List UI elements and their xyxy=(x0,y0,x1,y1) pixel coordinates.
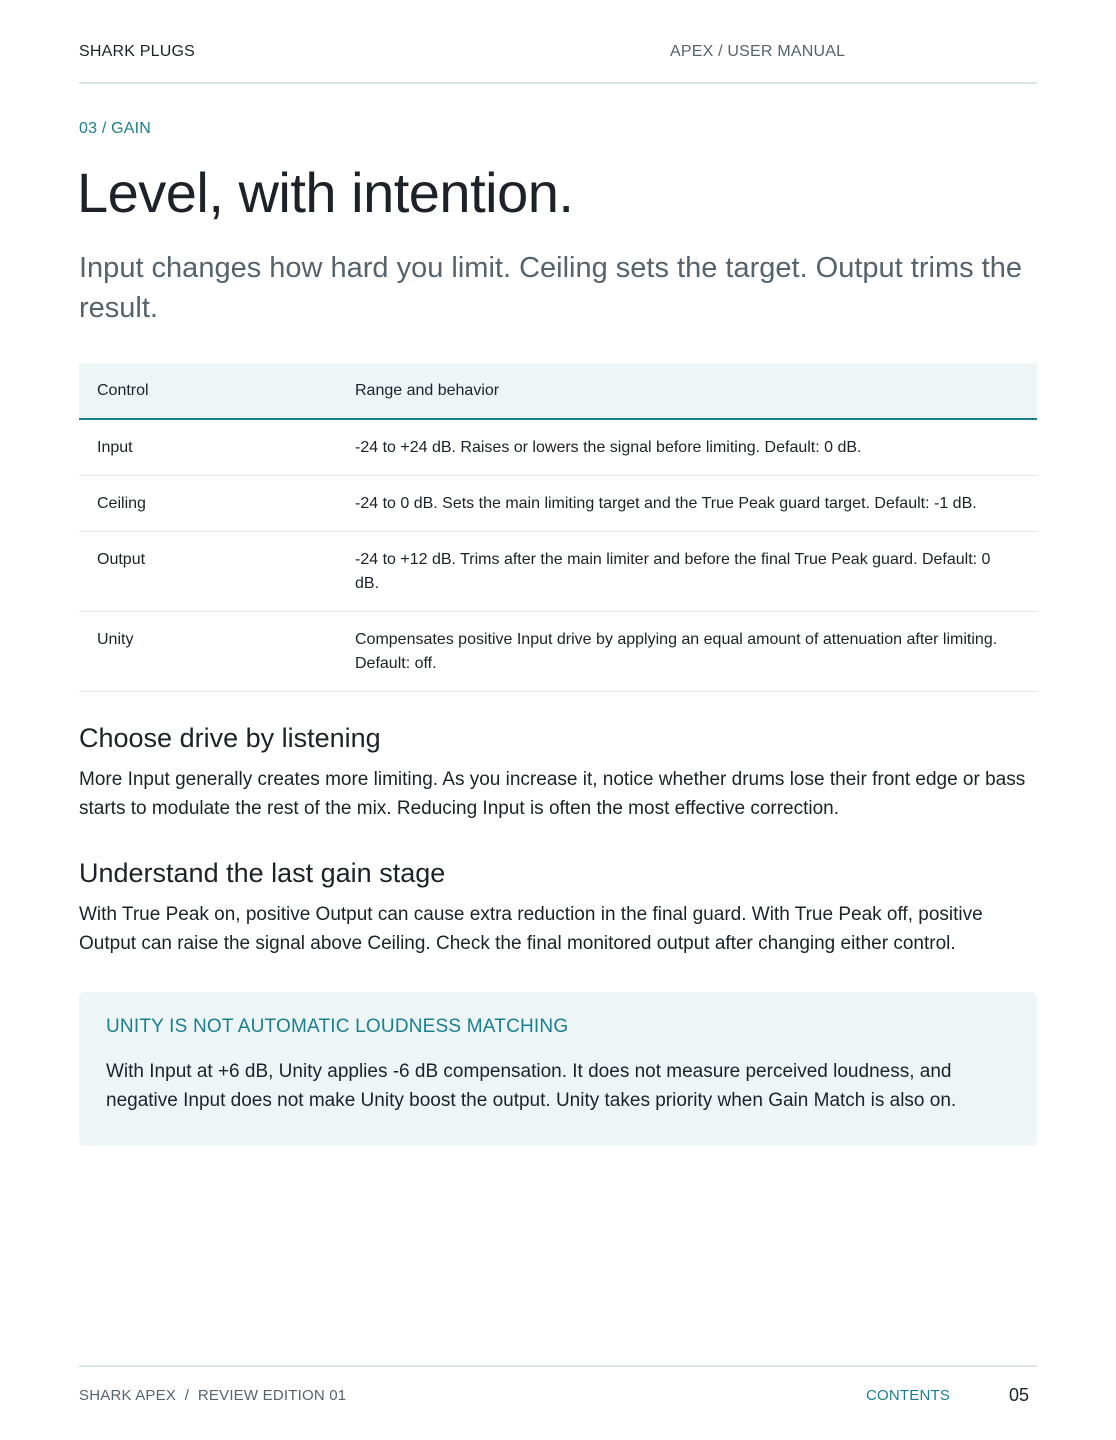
section-heading-drive: Choose drive by listening xyxy=(79,723,381,753)
contents-link[interactable]: CONTENTS xyxy=(866,1387,951,1404)
table-row xyxy=(79,419,1037,476)
page-footer xyxy=(79,1365,1037,1425)
control-name: Input xyxy=(79,419,337,476)
page-number: 05 xyxy=(1009,1385,1030,1405)
control-description: -24 to 0 dB. Sets the main limiting target and the True Peak guard target. Default: -1 dB. xyxy=(337,476,1037,532)
lead-paragraph: Input changes how hard you limit. Ceiling sets the target. Output trims the result. xyxy=(79,252,1022,324)
table-header-row xyxy=(79,363,1037,419)
table-row xyxy=(79,476,1037,532)
footer-edition: SHARK APEX / REVIEW EDITION 01 xyxy=(79,1387,347,1404)
table-row xyxy=(79,612,1037,692)
control-description: Compensates positive Input drive by applying an equal amount of attenuation after limiting. Default: off. xyxy=(337,612,1037,692)
callout-title: UNITY IS NOT AUTOMATIC LOUDNESS MATCHING xyxy=(106,1016,569,1037)
control-name: Output xyxy=(79,532,337,612)
section-body-gain-stage: With True Peak on, positive Output can cause extra reduction in the final guard. With True Peak off, positive Output can raise the signal above Ceiling. Check the final monitored output after changing either control. xyxy=(79,904,983,954)
page-header xyxy=(79,0,1037,84)
brand-name: SHARK PLUGS xyxy=(79,43,196,60)
document-title: APEX / USER MANUAL xyxy=(670,43,846,60)
control-name: Ceiling xyxy=(79,476,337,532)
table-row xyxy=(79,532,1037,612)
column-header-range: Range and behavior xyxy=(337,363,1037,419)
callout-body: With Input at +6 dB, Unity applies -6 dB compensation. It does not measure perceived loudness, and negative Input does not make Unity boost the output. Unity takes priority when Gain Match is also on. xyxy=(106,1061,957,1111)
column-header-control: Control xyxy=(79,363,337,419)
control-description: -24 to +12 dB. Trims after the main limiter and before the final True Peak guard. Default: 0 dB. xyxy=(337,532,1037,612)
section-body-drive: More Input generally creates more limiting. As you increase it, notice whether drums lose their front edge or bass starts to modulate the rest of the mix. Reducing Input is often the most effective correction. xyxy=(79,769,1026,819)
control-name: Unity xyxy=(79,612,337,692)
control-description: -24 to +24 dB. Raises or lowers the signal before limiting. Default: 0 dB. xyxy=(337,419,1037,476)
page-title: Level, with intention. xyxy=(77,161,574,224)
section-heading-gain-stage: Understand the last gain stage xyxy=(79,858,446,888)
controls-table xyxy=(79,363,1037,692)
section-tag: 03 / GAIN xyxy=(79,120,152,137)
callout-note xyxy=(79,992,1037,1146)
